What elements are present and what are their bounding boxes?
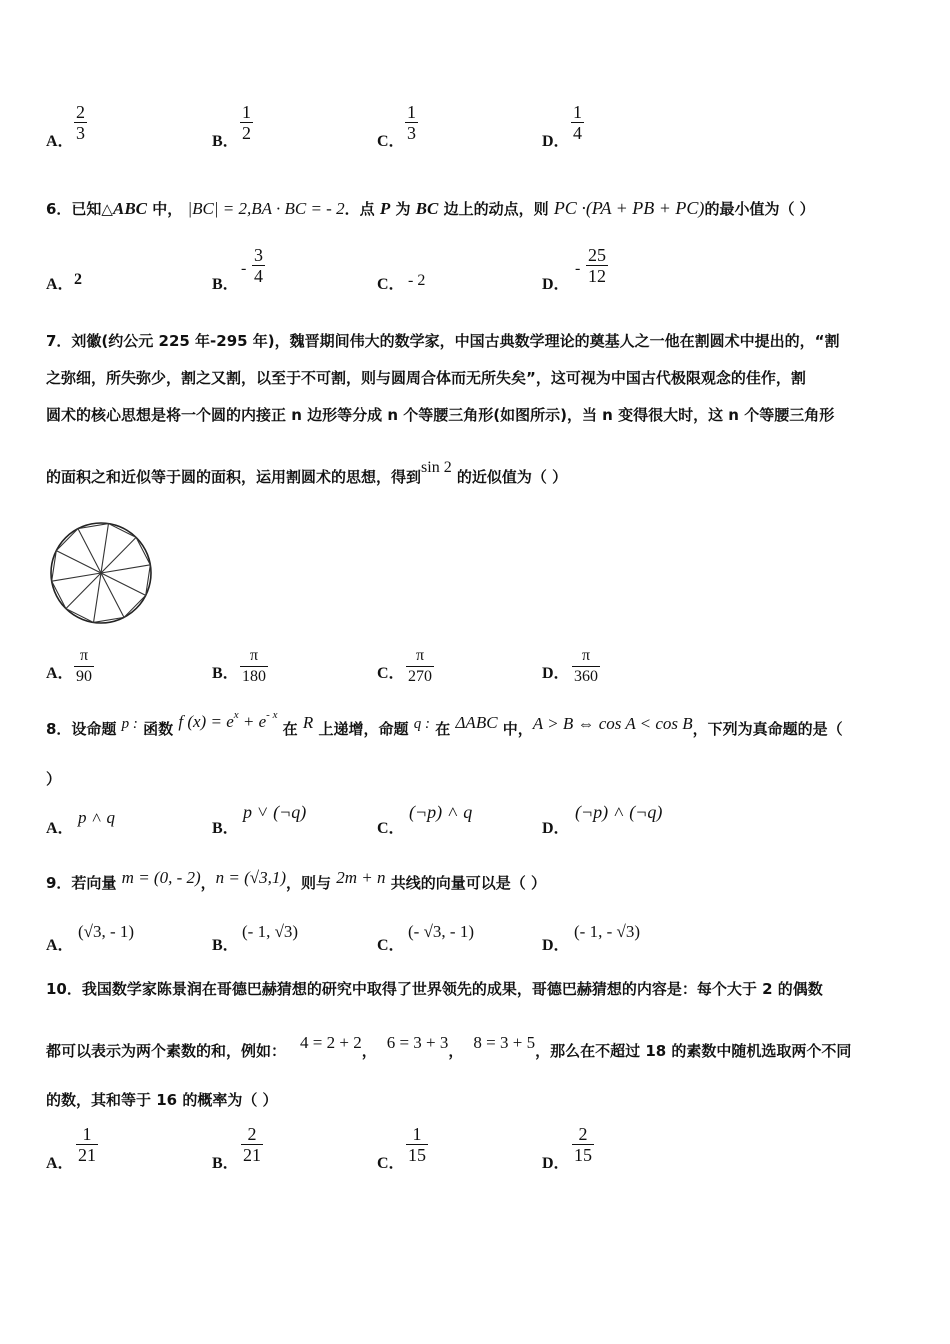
numerator: π [79, 647, 89, 664]
q6-option-d-label: D． [542, 276, 570, 293]
q8-t5: 在 [430, 720, 456, 738]
q8-option-c-label: C． [377, 820, 405, 837]
q8-fplus: + e [238, 712, 267, 731]
q9-option-a-value: (√3, - 1) [78, 922, 135, 941]
q8-option-b-label: B． [212, 820, 239, 837]
q9-option-c-label: C． [377, 937, 405, 954]
denominator: 21 [78, 1145, 96, 1165]
q8-t4: 上递增，命题 [313, 720, 414, 738]
q7-line-4a: 的面积之和近似等于圆的面积，运用割圆术的思想，得到 [46, 468, 422, 486]
numerator: 2 [578, 1124, 588, 1144]
denominator: 2 [242, 123, 251, 143]
q10-line-3: 的数，其和等于 16 的概率为（ ） [46, 1091, 278, 1109]
numerator: π [249, 647, 259, 664]
q8-p: p : [121, 716, 138, 732]
q5-option-b-label: B． [212, 133, 239, 150]
q9-vector-m: m = (0, - 2) [121, 868, 201, 887]
q6-option-b-label: B． [212, 276, 239, 293]
q9-option-c-value: (- √3, - 1) [408, 922, 474, 941]
q8-exp-1: x [233, 709, 239, 721]
q8-function [178, 709, 278, 731]
denominator: 3 [407, 123, 416, 143]
q10-example-1: 4 = 2 + 2 [300, 1033, 362, 1052]
q7-line-3: 圆术的核心思想是将一个圆的内接正 n 边形等分成 n 个等腰三角形(如图所示)，当 n 变得很大时，这 n 个等腰三角形 [46, 406, 835, 424]
circle-polygon-figure [46, 518, 156, 628]
denominator: 180 [242, 668, 266, 685]
polygon-spoke [94, 573, 101, 622]
q10-option-d-label: D． [542, 1155, 570, 1172]
q6-option-c-value: - 2 [408, 272, 426, 289]
q9-option-d-label: D． [542, 937, 570, 954]
numerator: 1 [242, 102, 251, 122]
question-9-stem [46, 868, 546, 893]
numerator: π [581, 647, 591, 664]
q9-t3: ，则与 [286, 874, 337, 892]
q5-option-c-fraction [405, 102, 418, 143]
q6-expression: PC ·(PA + PB + PC) [553, 198, 705, 218]
denominator: 12 [588, 266, 606, 286]
q10-sep-2: ， [448, 1042, 464, 1060]
q8-r: R [302, 713, 314, 732]
q8-triangle: ΔABC [455, 713, 498, 732]
q10-option-c-fraction [406, 1124, 428, 1165]
q7-line-2: 之弥细，所失弥少，割之又割，以至于不可割，则与圆周合体而无所失矣”，这可视为中国古代极限观念的佳作，割 [46, 369, 806, 387]
q8-condition: A > B ⇔ cos A < cos B [532, 714, 693, 733]
q10-line-1: 10．我国数学家陈景润在哥德巴赫猜想的研究中取得了世界领先的成果，哥德巴赫猜想的内容是：每个大于 2 的偶数 [46, 980, 823, 998]
denominator: 270 [408, 668, 432, 685]
q10-line-2 [46, 1033, 852, 1061]
polygon-spoke [101, 524, 108, 573]
q8-option-c-value: (¬p) ˄ q [409, 802, 473, 822]
q9-vector-n: n = (√3,1) [215, 868, 287, 887]
numerator: 2 [76, 102, 85, 122]
q8-f: f (x) = e [178, 712, 234, 731]
polygon-spoke [101, 573, 146, 595]
q8-t7: ，下列为真命题的是（ [692, 720, 843, 738]
q5-option-a-label: A． [46, 133, 74, 150]
q7-line-4b: 的近似值为（ ） [451, 468, 568, 486]
q7-option-a-fraction [74, 646, 94, 687]
q6-prefix: 6．已知△ [46, 200, 113, 218]
denominator: 15 [574, 1145, 592, 1165]
q8-t1: 8．设命题 [46, 720, 122, 738]
q8-t2: 函数 [137, 720, 179, 738]
q10-sep-1: ， [361, 1042, 377, 1060]
q7-option-c-label: C． [377, 665, 405, 682]
q5-option-b-fraction [240, 102, 253, 143]
q10-line-2a: 都可以表示为两个素数的和，例如： [46, 1042, 287, 1060]
q8-t6: 中， [497, 720, 533, 738]
q6-option-b-fraction [252, 245, 265, 286]
question-6-stem [46, 198, 815, 219]
denominator: 90 [76, 668, 92, 685]
denominator: 4 [573, 123, 582, 143]
q8-q: q : [413, 716, 430, 732]
polygon-spoke [101, 573, 124, 617]
q6-condition: |BC| = 2,BA · BC = - 2 [187, 199, 345, 218]
q8-option-a-label: A． [46, 820, 74, 837]
q9-option-b-value: (- 1, √3) [242, 922, 299, 941]
q8-option-d-value: (¬p) ˄ (¬q) [575, 802, 663, 822]
q6-mid: 中， [147, 200, 183, 218]
q9-t4: 共线的向量可以是（ ） [385, 874, 546, 892]
q10-example-2: 6 = 3 + 3 [386, 1033, 449, 1052]
numerator: 1 [407, 102, 416, 122]
numerator: 1 [82, 1124, 92, 1144]
q10-line-2b: ，那么在不超过 18 的素数中随机选取两个不同 [535, 1042, 852, 1060]
q5-option-c-label: C． [377, 133, 405, 150]
q10-option-a-fraction [76, 1124, 98, 1165]
polygon-spoke [56, 551, 101, 573]
q6-option-b-sign: - [241, 260, 247, 277]
denominator: 360 [574, 668, 598, 685]
q6-p: P [379, 199, 391, 218]
q7-line-1: 7．刘徽(约公元 225 年-295 年)，魏晋期间伟大的数学家，中国古典数学理论的奠基人之一他在割圆术中提出的，“割 [46, 332, 840, 350]
q6-t4: 的最小值为（ ） [704, 200, 815, 218]
q5-option-a-fraction [74, 102, 87, 143]
question-8-stem [46, 709, 843, 739]
q6-abc: ABC [112, 199, 148, 218]
q7-option-a-label: A． [46, 665, 74, 682]
denominator: 3 [76, 123, 85, 143]
q9-option-a-label: A． [46, 937, 74, 954]
q8-option-b-value: p ˅ (¬q) [243, 802, 307, 822]
q10-option-b-fraction [241, 1124, 263, 1165]
q9-expression: 2m + n [336, 868, 386, 887]
q7-option-b-label: B． [212, 665, 239, 682]
denominator: 4 [254, 266, 263, 286]
q7-option-d-label: D． [542, 665, 570, 682]
q8-close-paren: ） [46, 770, 62, 788]
denominator: 21 [243, 1145, 261, 1165]
q6-t1: ．点 [344, 200, 380, 218]
q6-t2: 为 [390, 200, 416, 218]
q6-option-a-value: 2 [74, 271, 82, 288]
q9-t1: 9．若向量 [46, 874, 122, 892]
q10-option-b-label: B． [212, 1155, 239, 1172]
numerator: π [415, 647, 425, 664]
q6-option-c-label: C． [377, 276, 405, 293]
q6-t3: 边上的动点，则 [438, 200, 554, 218]
q10-example-3: 8 = 3 + 5 [473, 1033, 536, 1052]
q8-exp-2: - x [266, 709, 278, 721]
q9-t2: ， [200, 874, 216, 892]
q10-option-a-label: A． [46, 1155, 74, 1172]
denominator: 15 [408, 1145, 426, 1165]
q10-option-c-label: C． [377, 1155, 405, 1172]
numerator: 1 [573, 102, 582, 122]
q10-option-d-fraction [572, 1124, 594, 1165]
q8-option-d-label: D． [542, 820, 570, 837]
q8-t3: 在 [277, 720, 303, 738]
numerator: 1 [412, 1124, 422, 1144]
numerator: 3 [254, 245, 263, 265]
q7-option-c-fraction [406, 646, 434, 687]
q7-option-d-fraction [572, 646, 600, 687]
q6-option-a-label: A． [46, 276, 74, 293]
q6-option-d-fraction [586, 245, 608, 286]
q9-option-b-label: B． [212, 937, 239, 954]
polygon-spoke [78, 529, 101, 573]
numerator: 2 [247, 1124, 257, 1144]
q5-option-d-label: D． [542, 133, 570, 150]
q7-line-4 [46, 459, 568, 487]
q7-option-b-fraction [240, 646, 268, 687]
q6-bc: BC [415, 199, 439, 218]
q9-option-d-value: (- 1, - √3) [574, 922, 640, 941]
q8-option-a-value: p ˄ q [78, 808, 115, 827]
q6-option-d-sign: - [575, 260, 581, 277]
q5-option-d-fraction [571, 102, 584, 143]
numerator: 25 [588, 245, 606, 265]
q7-sin: sin 2 [421, 459, 452, 476]
